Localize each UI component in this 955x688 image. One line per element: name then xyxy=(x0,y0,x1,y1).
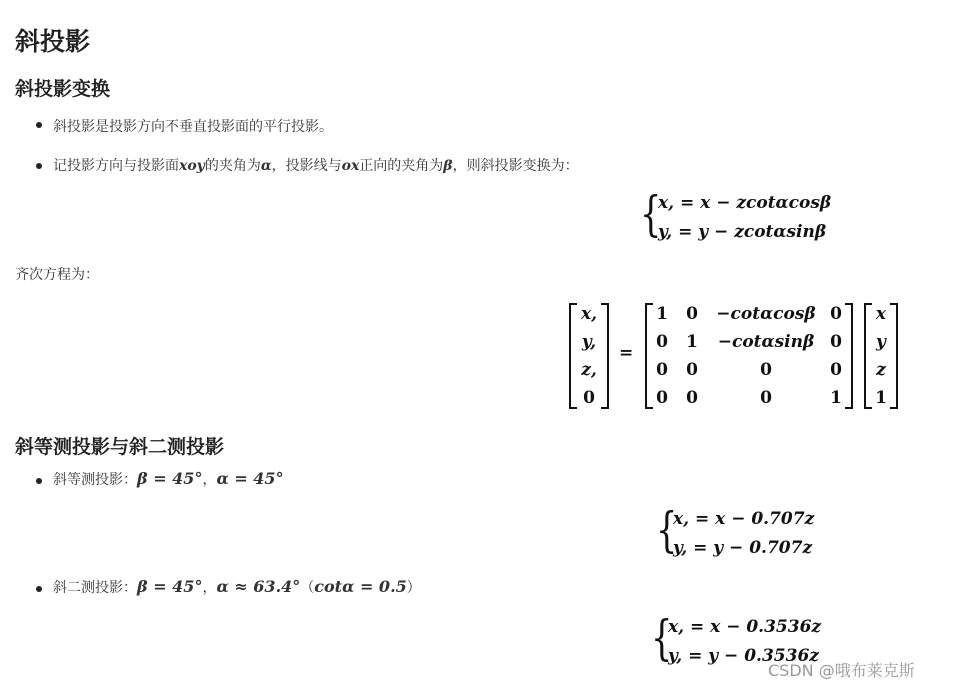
matrix-cell: 0 xyxy=(830,332,842,352)
cavalier-beta: β = 45° xyxy=(137,469,203,488)
matrix-cell: 1 xyxy=(686,332,698,352)
page-title: 斜投影 xyxy=(15,27,91,56)
bullet-dot xyxy=(36,478,42,484)
notation-text-4: 正向的夹角为 xyxy=(359,158,444,174)
notation-text-1: 记投影方向与投影面 xyxy=(53,158,179,174)
bullet-dot xyxy=(36,163,42,169)
lhs-left-bracket xyxy=(569,303,577,409)
lhs-vector xyxy=(577,303,601,407)
oblique-eq-y: y, = y − zcotαsinβ xyxy=(658,222,827,242)
matrix-cell: 0 xyxy=(656,388,668,408)
math-beta: β xyxy=(443,158,453,174)
homogeneous-label: 齐次方程为： xyxy=(15,267,99,283)
left-brace: { xyxy=(656,502,678,558)
cabinet-label: 斜二测投影： xyxy=(53,580,137,596)
transform-matrix xyxy=(651,303,847,407)
equals-sign: = xyxy=(619,343,634,363)
matrix-cell: −cotαsinβ xyxy=(717,332,815,352)
separator: ， xyxy=(202,472,217,488)
rhs-cell: 1 xyxy=(875,388,887,408)
paren-open: （ xyxy=(300,580,315,596)
matrix-cell: 0 xyxy=(686,388,698,408)
cavalier-eq-x: x, = x − 0.707z xyxy=(673,509,815,529)
matrix-cell: 0 xyxy=(760,360,772,380)
left-brace: { xyxy=(651,610,673,666)
notation-text-3: ，投影线与 xyxy=(271,158,342,174)
rhs-cell: x xyxy=(875,304,887,324)
lhs-cell: x, xyxy=(580,304,598,324)
matrix-cell: 0 xyxy=(686,304,698,324)
rhs-vector xyxy=(870,303,892,407)
matrix-cell: 0 xyxy=(656,332,668,352)
cavalier-eq-y: y, = y − 0.707z xyxy=(673,538,813,558)
math-xoy: xoy xyxy=(179,158,205,174)
paren-close: ） xyxy=(406,580,421,596)
matrix-cell: −cotαcosβ xyxy=(716,304,816,324)
cabinet-cot: cotα = 0.5 xyxy=(314,577,407,596)
cavalier-label: 斜等测投影： xyxy=(53,472,137,488)
matrix-cell: 0 xyxy=(830,360,842,380)
math-alpha: α xyxy=(260,158,272,174)
lhs-cell: y, xyxy=(581,332,597,352)
matrix-cell: 0 xyxy=(760,388,772,408)
cabinet-alpha: α ≈ 63.4° xyxy=(216,577,301,596)
rhs-right-bracket xyxy=(890,303,898,409)
bullet-dot xyxy=(36,122,42,128)
oblique-eq-x: x, = x − zcotαcosβ xyxy=(658,193,832,213)
lhs-right-bracket xyxy=(601,303,609,409)
section-heading-cavalier-cabinet: 斜等测投影与斜二测投影 xyxy=(15,436,225,458)
matrix-cell: 0 xyxy=(686,360,698,380)
matrix-cell: 0 xyxy=(656,360,668,380)
cabinet-eq-y: y, = y − 0.3536z xyxy=(668,646,819,666)
matrix-cell: 1 xyxy=(656,304,668,324)
lhs-cell: 0 xyxy=(583,388,595,408)
separator: ， xyxy=(202,580,217,596)
math-ox: ox xyxy=(341,158,360,174)
notation-text-5: ，则斜投影变换为： xyxy=(452,158,579,174)
matrix-cell: 0 xyxy=(830,304,842,324)
rhs-cell: z xyxy=(876,360,886,380)
bullet-notation xyxy=(53,155,579,175)
rhs-cell: y xyxy=(876,332,886,352)
matrix-right-bracket xyxy=(845,303,853,409)
bullet-cabinet xyxy=(53,577,421,597)
cavalier-alpha: α = 45° xyxy=(216,469,284,488)
lhs-cell: z, xyxy=(581,360,597,380)
matrix-cell: 1 xyxy=(830,388,842,408)
left-brace: { xyxy=(640,186,662,242)
cabinet-eq-x: x, = x − 0.3536z xyxy=(668,617,822,637)
cabinet-beta: β = 45° xyxy=(137,577,203,596)
notation-text-2: 的夹角为 xyxy=(204,158,261,174)
section-heading-oblique-transform: 斜投影变换 xyxy=(15,78,111,100)
bullet-definition: 斜投影是投影方向不垂直投影面的平行投影。 xyxy=(53,119,333,135)
bullet-dot xyxy=(36,586,42,592)
csdn-watermark: CSDN @哦布莱克斯 xyxy=(768,661,915,680)
bullet-cavalier xyxy=(53,469,284,489)
